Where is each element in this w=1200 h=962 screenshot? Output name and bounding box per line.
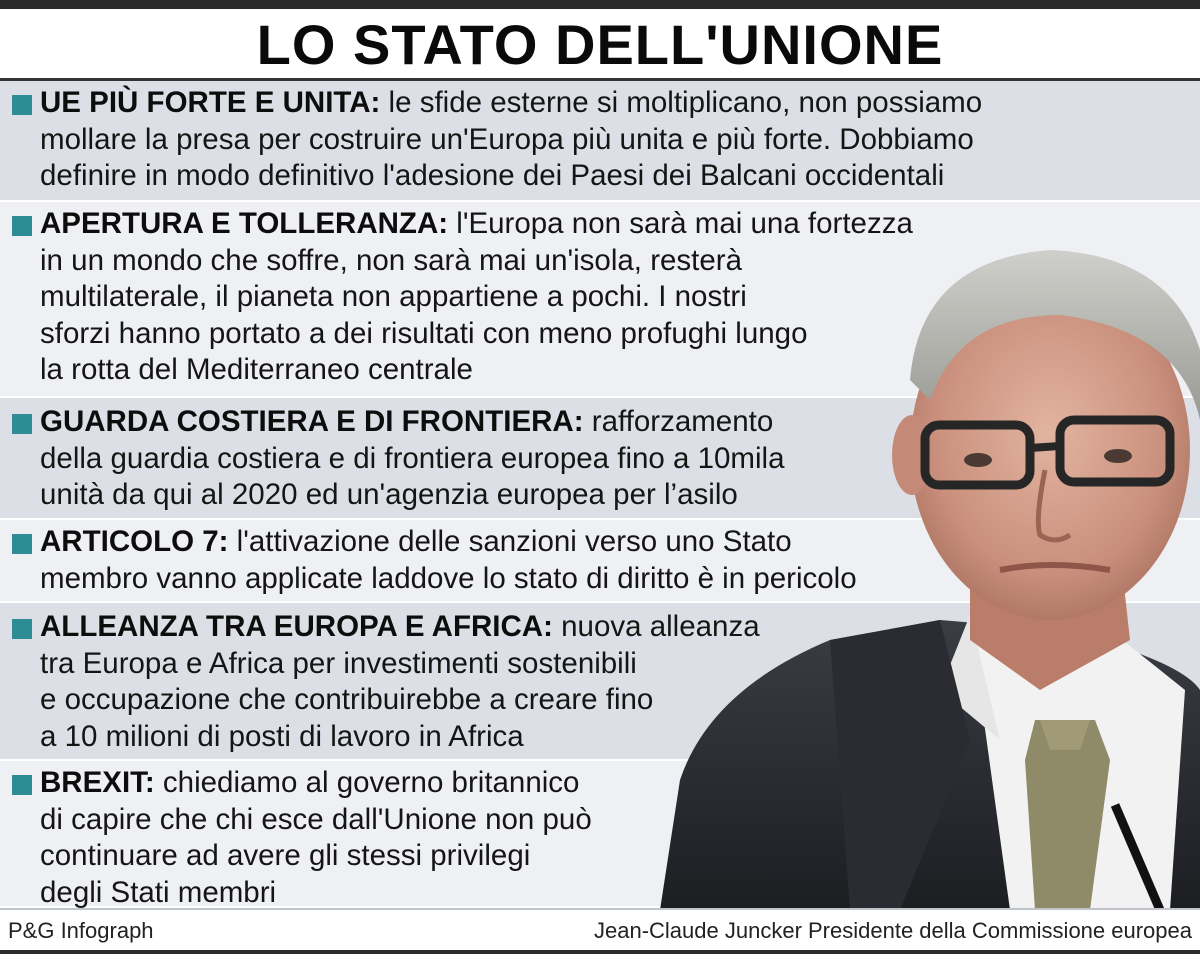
section-line: multilaterale, il pianeta non appartiene a pochi. I nostri (40, 280, 747, 313)
section-line: chiediamo al governo britannico (154, 766, 580, 799)
section-line: degli Stati membri (40, 875, 277, 909)
speaker-portrait (640, 220, 1200, 910)
footer-divider (0, 908, 1200, 910)
section-line: in un mondo che soffre, non sarà mai un'isola, resterà (40, 243, 743, 277)
infographic-title: LO STATO DELL'UNIONE (256, 13, 944, 76)
section-line: l'attivazione delle sanzioni verso uno Stato (228, 525, 792, 558)
bottom-rule (0, 950, 1200, 954)
section-line: la rotta del Mediterraneo centrale (40, 353, 473, 386)
section-heading: UE PIÙ FORTE E UNITA: (40, 86, 381, 119)
section-heading: GUARDA COSTIERA E DI FRONTIERA: (40, 405, 584, 438)
section-line: membro vanno applicate laddove lo stato di diritto è in pericolo (40, 561, 857, 595)
bullet-icon (12, 95, 32, 115)
section-heading: BREXIT: (40, 766, 155, 799)
section-heading: APERTURA E TOLLERANZA: (40, 207, 449, 240)
section-line: tra Europa e Africa per investimenti sostenibili (40, 646, 637, 680)
section-ue-forte (0, 81, 1200, 202)
section-line: l'Europa non sarà mai una fortezza (448, 207, 913, 240)
section-line: e occupazione che contribuirebbe a creare fino (40, 683, 654, 716)
source-credit: P&G Infograph (8, 918, 154, 943)
bullet-icon (12, 216, 32, 236)
section-line: di capire che chi esce dall'Unione non può (40, 802, 592, 836)
section-heading: ALLEANZA TRA EUROPA E AFRICA: (40, 610, 553, 643)
section-line: rafforzamento (583, 405, 774, 438)
section-line: nuova alleanza (552, 610, 760, 643)
section-line: della guardia costiera e di frontiera europea fino a 10mila (40, 441, 785, 475)
bullet-icon (12, 775, 32, 795)
top-rule (0, 0, 1200, 9)
section-line: continuare ad avere gli stessi privilegi (40, 839, 531, 872)
section-line: sforzi hanno portato a dei risultati con meno profughi lungo (40, 316, 808, 350)
section-line: a 10 milioni di posti di lavoro in Africa (40, 719, 524, 753)
section-line: unità da qui al 2020 ed un'agenzia europea per l’asilo (40, 478, 738, 511)
bullet-icon (12, 619, 32, 639)
bullet-icon (12, 414, 32, 434)
section-heading: ARTICOLO 7: (40, 525, 229, 558)
section-line: definire in modo definitivo l'adesione dei Paesi dei Balcani occidentali (40, 159, 945, 192)
bullet-icon (12, 534, 32, 554)
section-line: mollare la presa per costruire un'Europa più unita e più forte. Dobbiamo (40, 122, 974, 156)
section-line: le sfide esterne si moltiplicano, non possiamo (380, 86, 983, 119)
photo-caption: Jean-Claude Juncker Presidente della Commissione europea (594, 918, 1192, 943)
